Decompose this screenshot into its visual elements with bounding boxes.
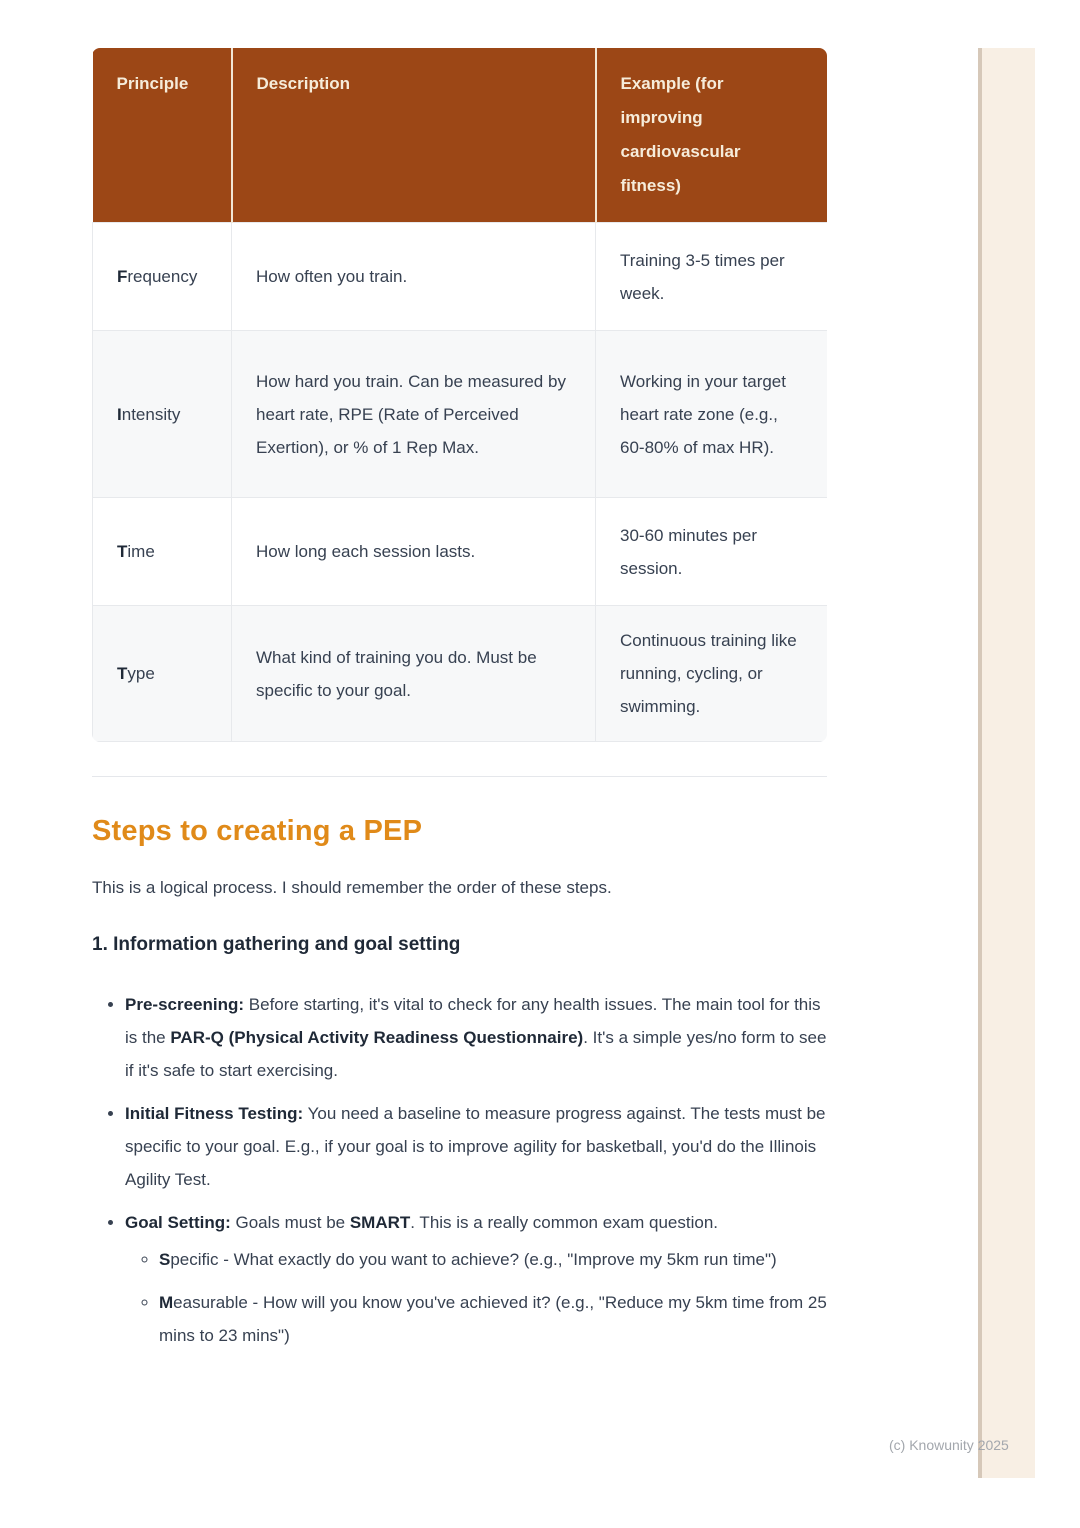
example-cell: Working in your target heart rate zone (e.g., 60-80% of max HR).	[596, 331, 828, 498]
principle-lead-letter: I	[117, 404, 122, 424]
list-item-goal-setting	[125, 1206, 827, 1352]
principle-rest: ntensity	[121, 404, 181, 424]
principle-cell	[93, 606, 232, 742]
principle-lead-letter: T	[117, 542, 128, 561]
next-page-edge-stripe	[978, 48, 1035, 1478]
principle-rest: requency	[127, 267, 198, 286]
goal-setting-text: Goal Setting: Goals must be SMART. This is a really common exam question.	[125, 1213, 718, 1232]
intro-paragraph: This is a logical process. I should remember the order of these steps.	[92, 878, 612, 897]
section-divider	[92, 776, 827, 777]
table-header-row	[93, 48, 828, 223]
description-cell: What kind of training you do. Must be specific to your goal.	[232, 606, 596, 742]
sub-item-measurable: ◦ Measurable - How will you know you've achieved it? (e.g., "Reduce my 5km time from 25 mins to 23 mins")	[159, 1286, 827, 1352]
step-subheading: 1. Information gathering and goal setting	[92, 934, 461, 955]
principle-lead-letter: T	[117, 664, 128, 683]
example-cell: 30-60 minutes per session.	[596, 498, 828, 606]
column-header-example: Example (for improving cardiovascular fitness)	[596, 48, 828, 223]
description-cell: How often you train.	[232, 223, 596, 331]
table-row	[93, 223, 828, 331]
principle-cell	[93, 498, 232, 606]
copyright-watermark: (c) Knowunity 2025	[889, 1437, 1009, 1453]
steps-list	[92, 988, 827, 1352]
principle-lead-letter: F	[117, 267, 128, 286]
description-cell: How hard you train. Can be measured by heart rate, RPE (Rate of Perceived Exertion), or % of 1 Rep Max.	[232, 331, 596, 498]
table-row	[93, 498, 828, 606]
principle-cell	[93, 331, 232, 498]
sub-item-specific: ◦ Specific - What exactly do you want to achieve? (e.g., "Improve my 5km run time")	[159, 1243, 827, 1276]
example-cell: Continuous training like running, cycling, or swimming.	[596, 606, 828, 742]
table-row	[93, 331, 828, 498]
section-heading: Steps to creating a PEP	[92, 815, 423, 847]
principle-cell	[93, 223, 232, 331]
column-header-principle: Principle	[93, 48, 232, 223]
principle-rest: ype	[127, 664, 155, 683]
principle-rest: ime	[127, 542, 155, 561]
description-cell: How long each session lasts.	[232, 498, 596, 606]
table-row	[93, 606, 828, 742]
example-cell: Training 3-5 times per week.	[596, 223, 828, 331]
list-item-pre-screening: • Pre-screening: Before starting, it's vital to check for any health issues. The main tool for this is the PAR-Q (Physical Activity Readiness Questionnaire). It's a simple yes/no form to see if it's safe to start exercising.	[125, 988, 827, 1087]
fitt-table	[92, 48, 827, 742]
column-header-description: Description	[232, 48, 596, 223]
smart-sub-list	[125, 1243, 827, 1352]
document-page	[92, 48, 827, 1362]
list-item-fitness-testing: • Initial Fitness Testing: You need a baseline to measure progress against. The tests must be specific to your goal. E.g., if your goal is to improve agility for basketball, you'd do the Illinois Agility Test.	[125, 1097, 827, 1196]
